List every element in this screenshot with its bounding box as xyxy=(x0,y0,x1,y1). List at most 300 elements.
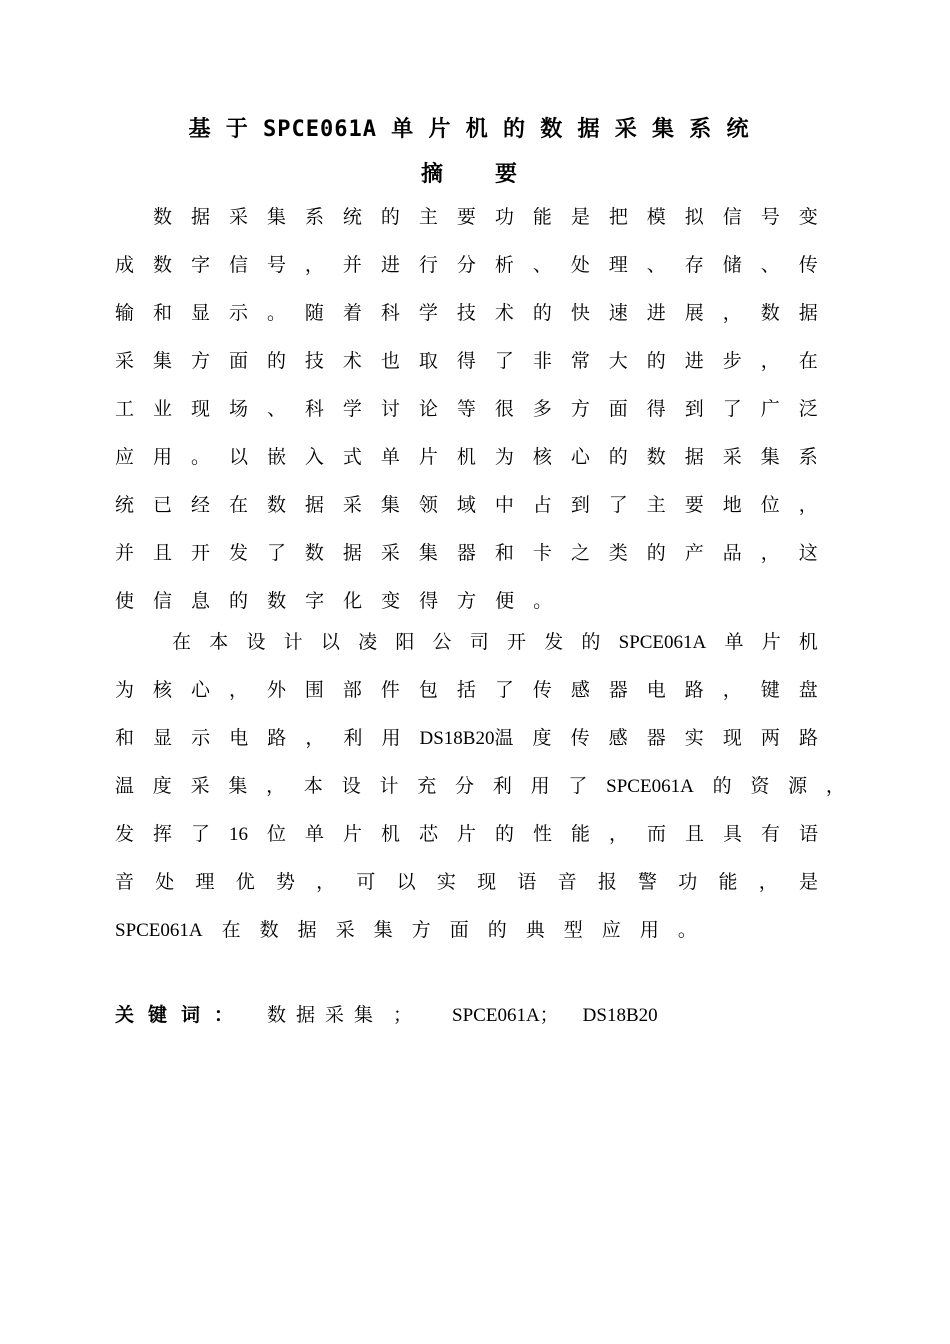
abstract-heading xyxy=(0,157,938,188)
text-token: 进 xyxy=(684,351,704,372)
text-line xyxy=(115,254,818,278)
text-token: 能 xyxy=(570,824,590,845)
text-token: 位 xyxy=(266,824,286,845)
text-token: 采 xyxy=(115,351,135,372)
text-line xyxy=(115,919,818,943)
text-token: 方 xyxy=(570,399,590,420)
text-token: 音 xyxy=(557,872,577,893)
text-token: 机 xyxy=(456,447,476,468)
text-token: 位 xyxy=(760,495,780,516)
text-token: 片 xyxy=(418,447,438,468)
text-token: 系 xyxy=(304,207,324,228)
text-token: 电 xyxy=(646,680,666,701)
text-token: 在 xyxy=(172,632,192,653)
text-token: 在 xyxy=(221,920,241,941)
text-token: ， xyxy=(798,495,818,516)
text-token: ， xyxy=(760,543,780,564)
text-token: 应 xyxy=(115,447,135,468)
text-token: 的 xyxy=(494,824,514,845)
text-token: 可 xyxy=(356,872,376,893)
text-token: 路 xyxy=(798,728,818,749)
text-token: 步 xyxy=(722,351,742,372)
text-token: 用 xyxy=(381,728,401,749)
text-token: 和 xyxy=(152,303,172,324)
text-token: ， xyxy=(266,776,286,797)
text-token: 典 xyxy=(525,920,545,941)
text-token: 的 xyxy=(581,632,601,653)
text-token: 为 xyxy=(115,680,135,701)
text-token: 多 xyxy=(532,399,552,420)
text-token: 本 xyxy=(209,632,229,653)
text-token: 很 xyxy=(494,399,514,420)
text-token: 用 xyxy=(639,920,659,941)
text-token: 的 xyxy=(608,447,628,468)
text-token: 数 xyxy=(760,303,780,324)
text-line xyxy=(172,631,818,655)
text-token: 经 xyxy=(190,495,210,516)
text-token: 势 xyxy=(275,872,295,893)
text-token: 采 xyxy=(335,920,355,941)
text-token: 利 xyxy=(492,776,512,797)
text-token: 能 xyxy=(532,207,552,228)
text-token: 成 xyxy=(115,255,135,276)
text-token: 机 xyxy=(798,632,818,653)
text-token: 了 xyxy=(494,680,514,701)
text-token: 器 xyxy=(646,728,666,749)
text-token: ， xyxy=(722,680,742,701)
text-token: 示 xyxy=(191,728,211,749)
text-token: 且 xyxy=(152,543,172,564)
text-token: 实 xyxy=(684,728,704,749)
text-token: 据 xyxy=(297,920,317,941)
text-token: 电 xyxy=(229,728,249,749)
text-token: 要 xyxy=(456,207,476,228)
text-token: 集 xyxy=(373,920,393,941)
text-token: 据 xyxy=(190,207,210,228)
text-token: 泛 xyxy=(798,399,818,420)
text-token: 以 xyxy=(396,872,416,893)
text-token: ， xyxy=(825,776,845,797)
keyword-separator: ； xyxy=(393,1005,413,1026)
text-token: 音 xyxy=(115,872,135,893)
text-token: 器 xyxy=(608,680,628,701)
text-token: 了 xyxy=(608,495,628,516)
text-token: 的 xyxy=(229,591,249,612)
text-token: 显 xyxy=(190,303,210,324)
text-token: 路 xyxy=(684,680,704,701)
text-token: 集 xyxy=(228,776,248,797)
text-token: 现 xyxy=(477,872,497,893)
text-token: 是 xyxy=(798,872,818,893)
text-token: 挥 xyxy=(153,824,173,845)
text-token: 片 xyxy=(761,632,781,653)
text-token: 常 xyxy=(570,351,590,372)
text-token: 采 xyxy=(342,495,362,516)
text-token: 学 xyxy=(418,303,438,324)
text-token: 类 xyxy=(608,543,628,564)
text-token: 科 xyxy=(304,399,324,420)
text-token: 阳 xyxy=(395,632,415,653)
abstract-heading-char-2: 要 xyxy=(495,162,518,187)
text-token: 了 xyxy=(266,543,286,564)
text-token: 两 xyxy=(760,728,780,749)
text-token: 外 xyxy=(266,680,286,701)
text-token: 发 xyxy=(228,543,248,564)
text-token: 单 xyxy=(724,632,744,653)
text-token: 得 xyxy=(456,351,476,372)
text-token: 学 xyxy=(342,399,362,420)
text-token: 报 xyxy=(597,872,617,893)
text-token: 的 xyxy=(646,543,666,564)
text-token: 等 xyxy=(456,399,476,420)
text-token: 实 xyxy=(436,872,456,893)
text-line xyxy=(115,590,818,614)
text-token: ， xyxy=(758,872,778,893)
text-line xyxy=(115,446,818,470)
text-line xyxy=(115,871,818,895)
text-token: 取 xyxy=(418,351,438,372)
text-token: 且 xyxy=(684,824,704,845)
text-token: 以 xyxy=(320,632,340,653)
keywords-label: 关键词： xyxy=(115,1004,248,1026)
text-token: 快 xyxy=(570,303,590,324)
text-token: 数 xyxy=(152,255,172,276)
text-token: 传 xyxy=(570,728,590,749)
text-token: 统 xyxy=(115,495,135,516)
text-token: 发 xyxy=(115,824,135,845)
text-token: 片 xyxy=(342,824,362,845)
text-token: 采 xyxy=(190,776,210,797)
text-token: 、 xyxy=(266,399,286,420)
text-token: 有 xyxy=(760,824,780,845)
text-token: 键 xyxy=(760,680,780,701)
text-token: 性 xyxy=(532,824,552,845)
text-token: 据 xyxy=(798,303,818,324)
text-token: 理 xyxy=(195,872,215,893)
text-token: 采 xyxy=(722,447,742,468)
text-line xyxy=(115,727,818,751)
text-token: ， xyxy=(228,680,248,701)
abstract-heading-char-1: 摘 xyxy=(420,162,443,187)
text-token: 核 xyxy=(532,447,552,468)
text-token: 信 xyxy=(153,591,173,612)
text-token: 方 xyxy=(457,591,477,612)
text-token: 息 xyxy=(191,591,211,612)
text-token: 的 xyxy=(646,351,666,372)
text-token: 感 xyxy=(570,680,590,701)
text-token: 使 xyxy=(115,591,135,612)
text-token: 数 xyxy=(153,207,173,228)
text-token: 度 xyxy=(532,728,552,749)
text-token: 域 xyxy=(456,495,476,516)
text-token: 得 xyxy=(419,591,439,612)
text-token: 的 xyxy=(266,351,286,372)
text-token: 显 xyxy=(153,728,173,749)
text-token: 面 xyxy=(449,920,469,941)
keyword-3: DS18B20 xyxy=(582,1005,658,1026)
text-token: 在 xyxy=(798,351,818,372)
text-token: 模 xyxy=(646,207,666,228)
text-token: 度 xyxy=(152,776,172,797)
text-token: 变 xyxy=(798,207,818,228)
text-token: 功 xyxy=(494,207,514,228)
text-token: 语 xyxy=(798,824,818,845)
text-token: 部 xyxy=(342,680,362,701)
keyword-2: SPCE061A； xyxy=(452,1005,559,1026)
text-token: 理 xyxy=(608,255,628,276)
text-token: 设 xyxy=(341,776,361,797)
text-token: 以 xyxy=(228,447,248,468)
text-token: 能 xyxy=(718,872,738,893)
text-token: 论 xyxy=(418,399,438,420)
text-token: 、 xyxy=(646,255,666,276)
text-token: 路 xyxy=(267,728,287,749)
text-token: 采 xyxy=(380,543,400,564)
text-token: 是 xyxy=(570,207,590,228)
text-token: 计 xyxy=(379,776,399,797)
text-token: 单 xyxy=(304,824,324,845)
keyword-1: 数据采集 xyxy=(267,1005,384,1026)
text-token: 警 xyxy=(638,872,658,893)
text-token: 传 xyxy=(798,255,818,276)
text-token: 技 xyxy=(304,351,324,372)
text-token: 。 xyxy=(266,303,286,324)
text-token: 到 xyxy=(684,399,704,420)
text-line xyxy=(153,206,818,230)
text-token: 并 xyxy=(115,543,135,564)
text-token: 计 xyxy=(283,632,303,653)
text-token: 核 xyxy=(152,680,172,701)
text-token: 着 xyxy=(342,303,362,324)
text-token: 传 xyxy=(532,680,552,701)
text-token: 采 xyxy=(228,207,248,228)
text-token: 之 xyxy=(570,543,590,564)
document-title: 基 于 SPCE061A 单 片 机 的 数 据 采 集 系 统 xyxy=(188,117,750,142)
text-token: 也 xyxy=(380,351,400,372)
text-token: 开 xyxy=(506,632,526,653)
text-token: 充 xyxy=(417,776,437,797)
text-token: 号 xyxy=(760,207,780,228)
text-token: 便 xyxy=(495,591,515,612)
text-token: 信 xyxy=(722,207,742,228)
text-token: 把 xyxy=(608,207,628,228)
text-token: SPCE061A xyxy=(606,776,694,797)
text-token: 处 xyxy=(155,872,175,893)
text-token: 面 xyxy=(608,399,628,420)
text-token: 本 xyxy=(303,776,323,797)
text-line xyxy=(115,542,818,566)
text-token: 行 xyxy=(418,255,438,276)
text-token: 机 xyxy=(380,824,400,845)
text-token: 据 xyxy=(684,447,704,468)
text-token: 、 xyxy=(532,255,552,276)
text-token: 用 xyxy=(152,447,172,468)
text-token: 具 xyxy=(722,824,742,845)
text-token: 、 xyxy=(760,255,780,276)
text-token: 集 xyxy=(380,495,400,516)
text-token: 变 xyxy=(381,591,401,612)
text-token: 单 xyxy=(380,447,400,468)
text-line xyxy=(115,398,818,422)
text-token: 统 xyxy=(342,207,362,228)
text-token: 处 xyxy=(570,255,590,276)
text-token: 开 xyxy=(190,543,210,564)
text-token: 得 xyxy=(646,399,666,420)
text-token: 大 xyxy=(608,351,628,372)
text-token: 围 xyxy=(304,680,324,701)
text-token: 功 xyxy=(678,872,698,893)
text-token: ， xyxy=(722,303,742,324)
text-token: 储 xyxy=(722,255,742,276)
text-token: 用 xyxy=(530,776,550,797)
text-token: 中 xyxy=(494,495,514,516)
text-token: 了 xyxy=(494,351,514,372)
text-token: 设 xyxy=(246,632,266,653)
text-token: 了 xyxy=(568,776,588,797)
keywords-line xyxy=(115,1003,658,1027)
text-token: 领 xyxy=(418,495,438,516)
text-token: ， xyxy=(316,872,336,893)
text-token: 应 xyxy=(601,920,621,941)
text-token: 公 xyxy=(432,632,452,653)
text-token: 进 xyxy=(380,255,400,276)
text-token: 现 xyxy=(722,728,742,749)
text-token: 数 xyxy=(304,543,324,564)
text-token: 占 xyxy=(532,495,552,516)
text-token: 心 xyxy=(570,447,590,468)
text-token: 的 xyxy=(380,207,400,228)
text-token: 16 xyxy=(229,824,248,845)
text-token: 为 xyxy=(494,447,514,468)
text-token: 示 xyxy=(228,303,248,324)
text-token: 据 xyxy=(304,495,324,516)
text-token: 技 xyxy=(456,303,476,324)
text-token: 非 xyxy=(532,351,552,372)
text-token: 存 xyxy=(684,255,704,276)
text-token: 语 xyxy=(517,872,537,893)
text-token: 化 xyxy=(343,591,363,612)
text-token: 到 xyxy=(570,495,590,516)
text-token: 集 xyxy=(760,447,780,468)
text-token: 已 xyxy=(152,495,172,516)
text-line xyxy=(115,679,818,703)
text-token: 温 xyxy=(115,776,135,797)
text-token: 地 xyxy=(722,495,742,516)
text-token: 信 xyxy=(228,255,248,276)
text-token: 在 xyxy=(228,495,248,516)
text-token: 的 xyxy=(532,303,552,324)
text-token: 。 xyxy=(677,920,697,941)
text-token: 集 xyxy=(266,207,286,228)
text-token: 型 xyxy=(563,920,583,941)
text-token: 集 xyxy=(152,351,172,372)
text-token: 析 xyxy=(494,255,514,276)
text-token: 方 xyxy=(190,351,210,372)
text-token: 数 xyxy=(646,447,666,468)
text-token: 而 xyxy=(646,824,666,845)
text-token: 数 xyxy=(267,591,287,612)
text-token: 展 xyxy=(684,303,704,324)
text-token: 进 xyxy=(646,303,666,324)
text-token: 这 xyxy=(798,543,818,564)
text-token: 利 xyxy=(343,728,363,749)
text-token: 入 xyxy=(304,447,324,468)
text-token: 芯 xyxy=(418,824,438,845)
text-line xyxy=(115,494,818,518)
text-line xyxy=(115,302,818,326)
text-token: 字 xyxy=(190,255,210,276)
text-token: 和 xyxy=(494,543,514,564)
text-token: 件 xyxy=(380,680,400,701)
text-token: ， xyxy=(305,728,325,749)
text-token: SPCE061A xyxy=(115,920,203,941)
text-token: 感 xyxy=(608,728,628,749)
text-token: 集 xyxy=(418,543,438,564)
text-token: 讨 xyxy=(380,399,400,420)
text-token: 了 xyxy=(722,399,742,420)
text-token: 资 xyxy=(750,776,770,797)
text-token: 科 xyxy=(380,303,400,324)
text-token: 系 xyxy=(798,447,818,468)
text-token: 主 xyxy=(418,207,438,228)
text-token: 业 xyxy=(152,399,172,420)
text-token: 凌 xyxy=(358,632,378,653)
text-token: 术 xyxy=(342,351,362,372)
text-token: 嵌 xyxy=(266,447,286,468)
text-token: 。 xyxy=(533,591,553,612)
text-token: 方 xyxy=(411,920,431,941)
text-token: 卡 xyxy=(532,543,552,564)
text-token: 品 xyxy=(722,543,742,564)
text-token: 器 xyxy=(456,543,476,564)
text-token: 数 xyxy=(259,920,279,941)
text-token: 拟 xyxy=(684,207,704,228)
text-token: 随 xyxy=(304,303,324,324)
text-token: 场 xyxy=(228,399,248,420)
text-token: DS18B20温 xyxy=(419,728,514,749)
text-token: 包 xyxy=(418,680,438,701)
text-token: 源 xyxy=(788,776,808,797)
text-token: 分 xyxy=(455,776,475,797)
text-token: 括 xyxy=(456,680,476,701)
text-token: 术 xyxy=(494,303,514,324)
text-token: 工 xyxy=(115,399,135,420)
text-token: 号 xyxy=(266,255,286,276)
text-token: ， xyxy=(608,824,628,845)
text-token: 广 xyxy=(760,399,780,420)
text-line xyxy=(115,350,818,374)
text-token: ， xyxy=(304,255,324,276)
text-token: 据 xyxy=(342,543,362,564)
text-token: 面 xyxy=(228,351,248,372)
text-token: 发 xyxy=(544,632,564,653)
text-token: SPCE061A xyxy=(618,632,707,653)
text-token: 要 xyxy=(684,495,704,516)
text-token: 现 xyxy=(190,399,210,420)
text-line xyxy=(115,775,845,799)
text-token: 优 xyxy=(235,872,255,893)
text-token: ， xyxy=(760,351,780,372)
text-line xyxy=(115,823,818,847)
text-token: 并 xyxy=(342,255,362,276)
text-token: 了 xyxy=(191,824,211,845)
text-token: 和 xyxy=(115,728,135,749)
text-token: 输 xyxy=(115,303,135,324)
text-token: 速 xyxy=(608,303,628,324)
text-token: 司 xyxy=(469,632,489,653)
text-token: 的 xyxy=(487,920,507,941)
text-token: 式 xyxy=(342,447,362,468)
